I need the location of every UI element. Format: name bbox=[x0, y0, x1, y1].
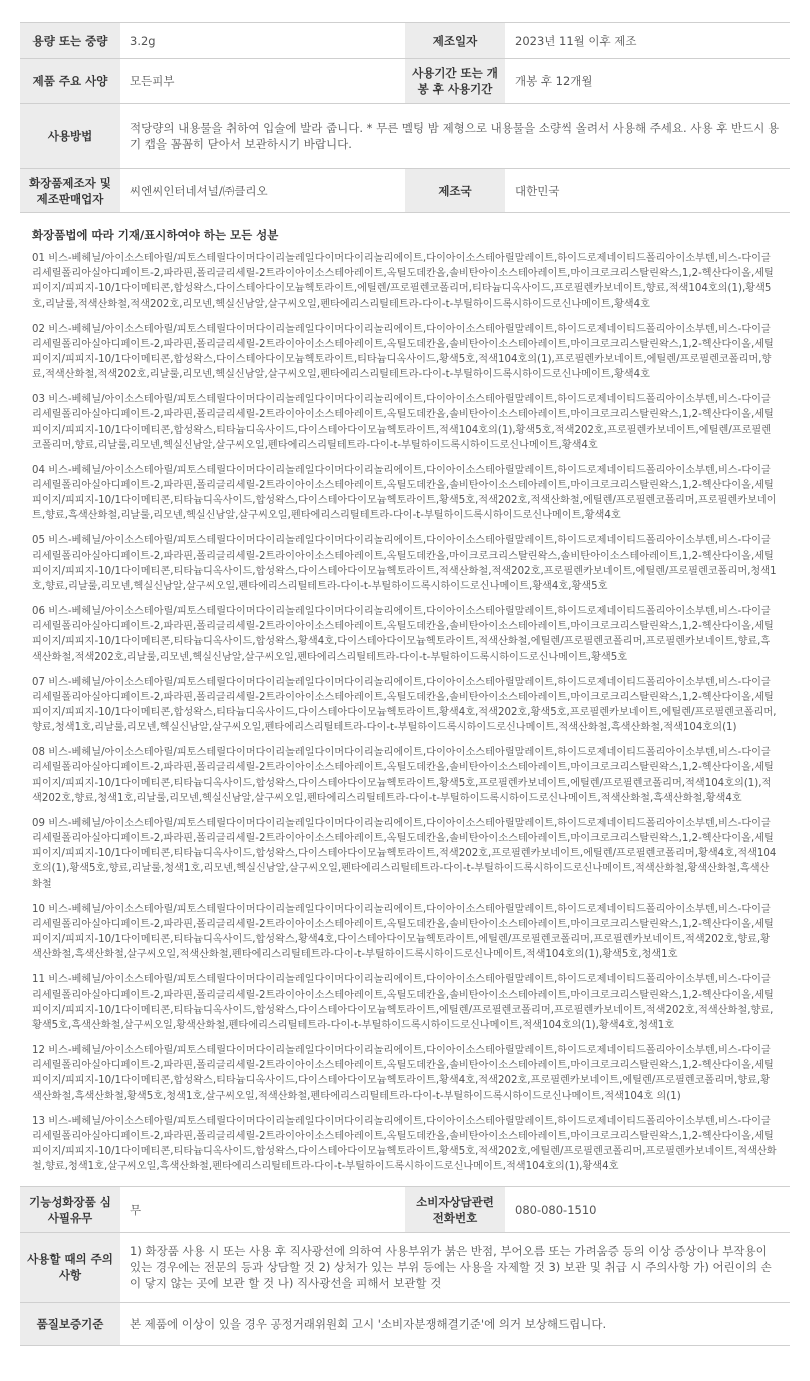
label-caution: 사용할 때의 주의사항 bbox=[20, 1232, 120, 1302]
ingredient-list-item: 13 비스-베헤닐/아이소스테아릴/피토스테릴다이머다이리놀레일다이머다이리놀리에이트,다이아이소스테아릴말레이트,하이드로제네이티드폴리아이소부텐,비스-다이글리세릴폴리아실아디페이트-2,파라핀,폴리글리세릴-2트라이아이소스테아레이트,옥틸도데칸올,솔비탄아이소스테아레이트,마이크로크리스탈린왁스,1,2-헥산다이올,세틸피이지/피피지-10/1다이메티콘,티타늄디옥사이드,합성왁스,다이스테아다이모늄헥토라이트,황색5호,적색202호,에틸렌/프로필렌코폴리머,프로필렌카보네이트,적색산화철,향료,청색1호,살구씨오일,흑색산화철,펜타에리스리틸테트라-다이-t-부틸하이드록시하이드로신나메이트,적색104호의(1),황색4호 bbox=[32, 1115, 777, 1173]
value-caution: 1) 화장품 사용 시 또는 사용 후 직사광선에 의하여 사용부위가 붉은 반점, 부어오름 또는 가려움증 등의 이상 증상이나 부작용이 있는 경우에는 전문의 등과 상담할 것 2) 상처가 있는 부위 등에는 사용을 자제할 것 3) 보관 및 취급 시 주의사항 가) 어린이의 손이 닿지 않는 곳에 보관 할 것 나) 직사광선을 피해서 보관할 것 bbox=[120, 1232, 790, 1302]
value-phone: 080-080-1510 bbox=[505, 1187, 790, 1232]
ingredient-list-item: 01 비스-베헤닐/아이소스테아릴/피토스테릴다이머다이리놀레일다이머다이리놀리에이트,다이아이소스테아릴말레이트,하이드로제네이티드폴리아이소부텐,비스-다이글리세릴폴리아실아디페이트-2,파라핀,폴리글리세릴-2트라이아이소스테아레이트,옥틸도데칸올,솔비탄아이소스테아레이트,마이크로크리스탈린왁스,1,2-헥산다이올,세틸피이지/피피지-10/1다이메티콘,합성왁스,다이스테아다이모늄헥토라이트,에틸렌/프로필렌코폴리머,티타늄디옥사이드,프로필렌카보네이트,향료,적색104호의(1),황색5호,리날룰,적색산화철,적색202호,리모넨,헥실신남알,살구씨오일,펜타에리스리틸테트라-다이-t-부틸하이드록시하이드로신나메이트,황색4호 bbox=[32, 253, 774, 310]
ingredients-section bbox=[20, 213, 790, 1187]
value-quality: 본 제품에 이상이 있을 경우 공정거래위원회 고시 '소비자분쟁해결기준'에 의거 보상해드립니다. bbox=[120, 1302, 790, 1345]
info-table-bottom bbox=[20, 1187, 790, 1346]
label-maker: 화장품제조자 및 제조판매업자 bbox=[20, 169, 120, 213]
value-country: 대한민국 bbox=[505, 169, 790, 213]
row-maker bbox=[20, 169, 790, 213]
row-usage bbox=[20, 104, 790, 169]
label-review: 기능성화장품 심사필유무 bbox=[20, 1187, 120, 1232]
row-caution bbox=[20, 1232, 790, 1302]
label-period: 사용기간 또는 개봉 후 사용기간 bbox=[405, 59, 505, 104]
value-period: 개봉 후 12개월 bbox=[505, 59, 790, 104]
value-usage: 적당량의 내용물을 취하여 입술에 발라 줍니다. * 무른 멜팅 밤 제형으로 내용물을 소량씩 올려서 사용해 주세요. 사용 후 반드시 용기 캡을 꼼꼼히 닫아서 보관하시기 바랍니다. bbox=[120, 104, 790, 169]
value-volume: 3.2g bbox=[120, 23, 405, 59]
ingredient-list-item: 10 비스-베헤닐/아이소스테아릴/피토스테릴다이머다이리놀레일다이머다이리놀리에이트,다이아이소스테아릴말레이트,하이드로제네이티드폴리아이소부텐,비스-다이글리세릴폴리아실아디페이트-2,파라핀,폴리글리세릴-2트라이아이소스테아레이트,옥틸도데칸올,솔비탄아이소스테아레이트,마이크로크리스탈린왁스,1,2-헥산다이올,세틸피이지/피피지-10/1다이메티콘,티타늄디옥사이드,합성왁스,황색4호,다이스테아다이모늄헥토라이트,에틸렌/프로필렌코폴리머,프로필렌카보네이트,적색202호,향료,황색산화철,흑색산화철,살구씨오일,적색산화철,펜타에리스리틸테트라-다이-t-부틸하이드록시하이드로신나메이트,적색104호의(1),황색5호,청색1호 bbox=[32, 903, 774, 961]
ingredient-list-item: 06 비스-베헤닐/아이소스테아릴/피토스테릴다이머다이리놀레일다이머다이리놀리에이트,다이아이소스테아릴말레이트,하이드로제네이티드폴리아이소부텐,비스-다이글리세릴폴리아실아디페이트-2,파라핀,폴리글리세릴-2트라이아이소스테아레이트,옥틸도데칸올,솔비탄아이소스테아레이트,마이크로크리스탈린왁스,1,2-헥산다이올,세틸피이지/피피지-10/1다이메티콘,티타늄디옥사이드,합성왁스,황색4호,다이스테아다이모늄헥토라이트,적색산화철,에틸렌/프로필렌코폴리머,프로필렌카보네이트,향료,흑색산화철,적색202호,리날룰,리모넨,헥실신남알,살구씨오일,펜타에리스리틸테트라-다이-t-부틸하이드록시하이드로신나메이트,황색5호 bbox=[32, 606, 774, 663]
ingredient-list-item: 09 비스-베헤닐/아이소스테아릴/피토스테릴다이머다이리놀레일다이머다이리놀리에이트,다이아이소스테아릴말레이트,하이드로제네이티드폴리아이소부텐,비스-다이글리세릴폴리아실아디페이트-2,파라핀,폴리글리세릴-2트라이아이소스테아레이트,옥틸도데칸올,솔비탄아이소스테아레이트,마이크로크리스탈린왁스,1,2-헥산다이올,세틸피이지/피피지-10/1다이메티콘,티타늄디옥사이드,합성왁스,다이스테아다이모늄헥토라이트,적색202호,프로필렌카보네이트,에틸렌/프로필렌코폴리머,황색4호,적색104호의(1),황색5호,향료,리날룰,청색1호,리모넨,헥실신남알,살구씨오일,펜타에리스리틸테트라-다이-t-부틸하이드록시하이드로신나메이트,적색산화철,황색산화철,흑색산화철 bbox=[32, 817, 777, 890]
row-spec bbox=[20, 59, 790, 104]
label-spec: 제품 주요 사양 bbox=[20, 59, 120, 104]
label-manufacture-date: 제조일자 bbox=[405, 23, 505, 59]
row-review bbox=[20, 1187, 790, 1232]
label-country: 제조국 bbox=[405, 169, 505, 213]
row-volume bbox=[20, 23, 790, 59]
ingredient-list-item: 04 비스-베헤닐/아이소스테아릴/피토스테릴다이머다이리놀레일다이머다이리놀리에이트,다이아이소스테아릴말레이트,하이드로제네이티드폴리아이소부텐,비스-다이글리세릴폴리아실아디페이트-2,파라핀,폴리글리세릴-2트라이아이소스테아레이트,옥틸도데칸올,솔비탄아이소스테아레이트,마이크로크리스탈린왁스,1,2-헥산다이올,세틸피이지/피피지-10/1다이메티콘,티타늄디옥사이드,합성왁스,다이스테아다이모늄헥토라이트,황색5호,적색202호,적색산화철,에틸렌/프로필렌코폴리머,프로필렌카보네이트,향료,흑색산화철,리날룰,리모넨,헥실신남알,살구씨오일,펜타에리스리틸테트라-다이-t-부틸하이드록시하이드로신나메이트,황색4호 bbox=[32, 464, 777, 522]
ingredient-list-item: 11 비스-베헤닐/아이소스테아릴/피토스테릴다이머다이리놀레일다이머다이리놀리에이트,다이아이소스테아릴말레이트,하이드로제네이티드폴리아이소부텐,비스-다이글리세릴폴리아실아디페이트-2,파라핀,폴리글리세릴-2트라이아이소스테아레이트,옥틸도데칸올,솔비탄아이소스테아레이트,마이크로크리스탈린왁스,1,2-헥산다이올,세틸피이지/피피지-10/1다이메티콘,티타늄디옥사이드,합성왁스,다이스테아다이모늄헥토라이트,에틸렌/프로필렌코폴리머,프로필렌카보네이트,적색202호,적색산화철,향료,황색5호,흑색산화철,살구씨오일,황색산화철,펜타에리스리틸테트라-다이-t-부틸하이드록시하이드로신나메이트,적색104호의(1),황색4호,청색1호 bbox=[32, 974, 774, 1031]
label-phone: 소비자상담관련 전화번호 bbox=[405, 1187, 505, 1232]
ingredient-list-item: 02 비스-베헤닐/아이소스테아릴/피토스테릴다이머다이리놀레일다이머다이리놀리에이트,다이아이소스테아릴말레이트,하이드로제네이티드폴리아이소부텐,비스-다이글리세릴폴리아실아디페이트-2,파라핀,폴리글리세릴-2트라이아이소스테아레이트,옥틸도데칸올,솔비탄아이소스테아레이트,마이크로크리스탈린왁스,1,2-헥산다이올,세틸피이지/피피지-10/1다이메티콘,합성왁스,다이스테아다이모늄헥토라이트,티타늄디옥사이드,황색5호,적색104호의(1),프로필렌카보네이트,에틸렌/프로필렌코폴리머,향료,적색산화철,적색202호,리날룰,리모넨,헥실신남알,살구씨오일,펜타에리스리틸테트라-다이-t-부틸하이드록시하이드로신나메이트,황색4호 bbox=[32, 323, 774, 381]
ingredient-list-item: 08 비스-베헤닐/아이소스테아릴/피토스테릴다이머다이리놀레일다이머다이리놀리에이트,다이아이소스테아릴말레이트,하이드로제네이티드폴리아이소부텐,비스-다이글리세릴폴리아실아디페이트-2,파라핀,폴리글리세릴-2트라이아이소스테아레이트,옥틸도데칸올,솔비탄아이소스테아레이트,마이크로크리스탈린왁스,1,2-헥산다이올,세틸피이지/피피지-10/1다이메티콘,티타늄디옥사이드,합성왁스,다이스테아다이모늄헥토라이트,황색5호,프로필렌카보네이트,에틸렌/프로필렌코폴리머,적색104호의(1),적색202호,향료,청색1호,리날룰,리모넨,헥실신남알,살구씨오일,펜타에리스리틸테트라-다이-t-부틸하이드록시하이드로신나메이트,적색산화철,흑색산화철,황색4호 bbox=[32, 747, 774, 804]
label-usage: 사용방법 bbox=[20, 104, 120, 169]
ingredients-title: 화장품법에 따라 기재/표시하여야 하는 모든 성분 bbox=[32, 228, 279, 242]
label-volume: 용량 또는 중량 bbox=[20, 23, 120, 59]
ingredient-list-item: 05 비스-베헤닐/아이소스테아릴/피토스테릴다이머다이리놀레일다이머다이리놀리에이트,다이아이소스테아릴말레이트,하이드로제네이티드폴리아이소부텐,비스-다이글리세릴폴리아실아디페이트-2,파라핀,폴리글리세릴-2트라이아이소스테아레이트,옥틸도데칸올,마이크로크리스탈린왁스,솔비탄아이소스테아레이트,1,2-헥산다이올,세틸피이지/피피지-10/1다이메티콘,티타늄디옥사이드,합성왁스,다이스테아다이모늄헥토라이트,적색산화철,적색202호,프로필렌카보네이트,에틸렌/프로필렌코폴리머,청색1호,향료,리날룰,리모넨,헥실신남알,살구씨오일,펜타에리스리틸테트라-다이-t-부틸하이드록시하이드로신나메이트,황색4호,황색5호 bbox=[32, 535, 777, 593]
ingredient-list-item: 12 비스-베헤닐/아이소스테아릴/피토스테릴다이머다이리놀레일다이머다이리놀리에이트,다이아이소스테아릴말레이트,하이드로제네이티드폴리아이소부텐,비스-다이글리세릴폴리아실아디페이트-2,파라핀,폴리글리세릴-2트라이아이소스테아레이트,옥틸도데칸올,솔비탄아이소스테아레이트,마이크로크리스탈린왁스,1,2-헥산다이올,세틸피이지/피피지-10/1다이메티콘,합성왁스,티타늄디옥사이드,다이스테아다이모늄헥토라이트,황색4호,적색202호,프로필렌카보네이트,에틸렌/프로필렌코폴리머,향료,황색산화철,흑색산화철,황색5호,청색1호,살구씨오일,적색산화철,펜타에리스리틸테트라-다이-t-부틸하이드록시하이드로신나메이트,적색104호 의(1) bbox=[32, 1044, 774, 1102]
value-manufacture-date: 2023년 11월 이후 제조 bbox=[505, 23, 790, 59]
ingredient-list-item: 03 비스-베헤닐/아이소스테아릴/피토스테릴다이머다이리놀레일다이머다이리놀리에이트,다이아이소스테아릴말레이트,하이드로제네이티드폴리아이소부텐,비스-다이글리세릴폴리아실아디페이트-2,파라핀,폴리글리세릴-2트라이아이소스테아레이트,옥틸도데칸올,솔비탄아이소스테아레이트,마이크로크리스탈린왁스,1,2-헥산다이올,세틸피이지/피피지-10/1다이메티콘,합성왁스,티타늄디옥사이드,다이스테아다이모늄헥토라이트,적색104호의(1),황색5호,적색202호,프로필렌카보네이트,에틸렌/프로필렌코폴리머,향료,리날룰,리모넨,헥실신남알,살구씨오일,펜타에리스리틸테트라-다이-t-부틸하이드록시하이드로신나메이트,황색4호 bbox=[32, 394, 774, 451]
info-table-top bbox=[20, 22, 790, 213]
row-quality bbox=[20, 1302, 790, 1345]
value-maker: 씨엔씨인터네셔널/㈜클리오 bbox=[120, 169, 405, 213]
label-quality: 품질보증기준 bbox=[20, 1302, 120, 1345]
ingredient-list-item: 07 비스-베헤닐/아이소스테아릴/피토스테릴다이머다이리놀레일다이머다이리놀리에이트,다이아이소스테아릴말레이트,하이드로제네이티드폴리아이소부텐,비스-다이글리세릴폴리아실아디페이트-2,파라핀,폴리글리세릴-2트라이아이소스테아레이트,옥틸도데칸올,솔비탄아이소스테아레이트,마이크로크리스탈린왁스,1,2-헥산다이올,세틸피이지/피피지-10/1다이메티콘,합성왁스,티타늄디옥사이드,다이스테아다이모늄헥토라이트,황색4호,적색202호,황색5호,프로필렌카보네이트,에틸렌/프로필렌코폴리머,향료,청색1호,리날룰,리모넨,헥실신남알,살구씨오일,펜타에리스리틸테트라-다이-t-부틸하이드록시하이드로신나메이트,적색산화철,흑색산화철,적색104호의(1) bbox=[32, 676, 777, 734]
value-review: 무 bbox=[120, 1187, 405, 1232]
value-spec: 모든피부 bbox=[120, 59, 405, 104]
product-info-sheet bbox=[20, 22, 790, 1346]
